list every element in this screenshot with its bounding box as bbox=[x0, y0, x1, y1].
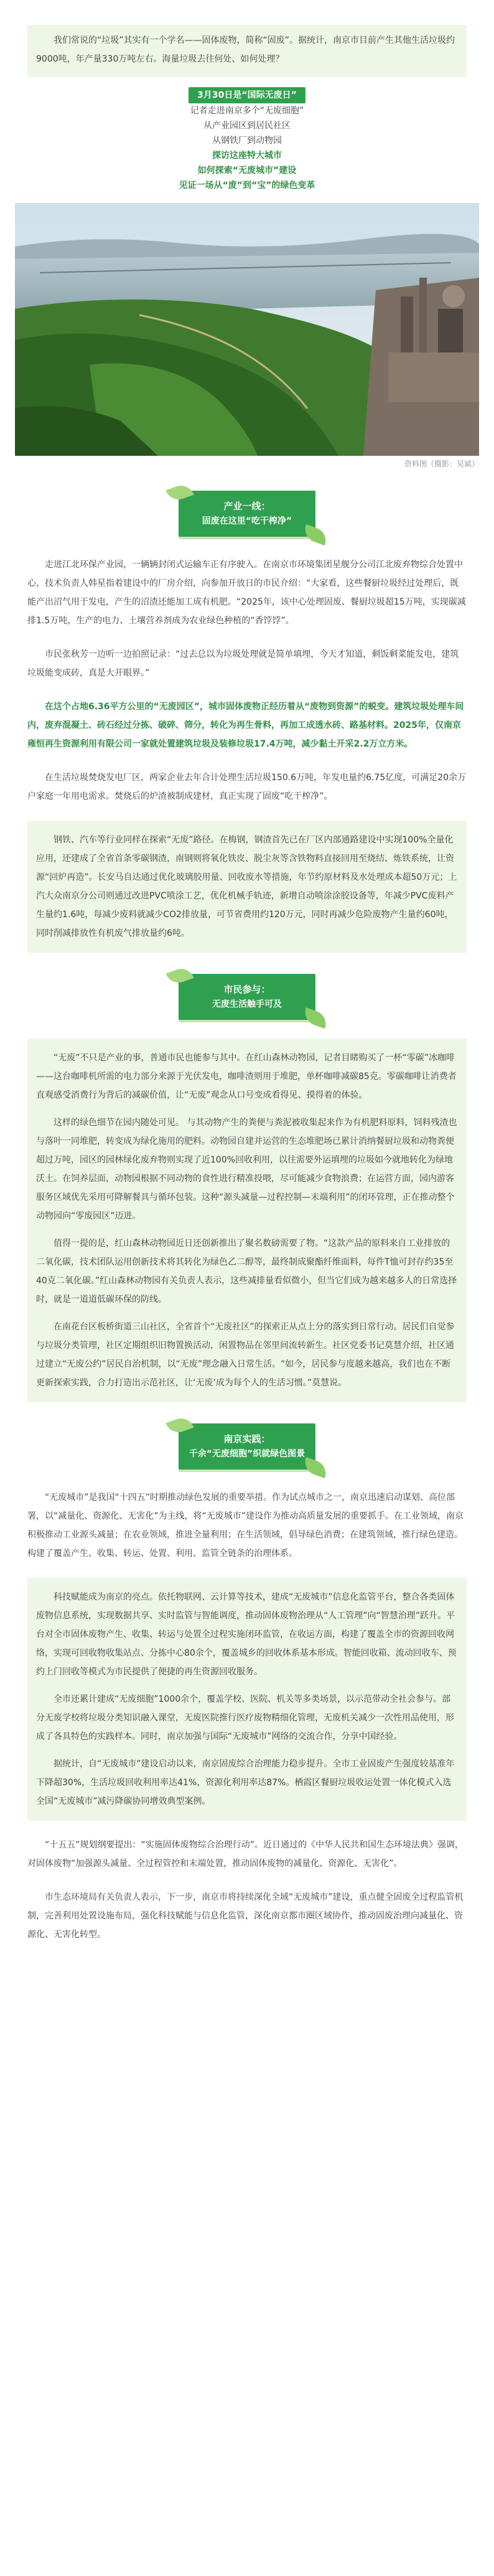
paragraph-highlight: 在这个占地6.36平方公里的“无废园区”，城市固体废物正经历着从“废物到资源”的蜕变。建筑垃圾处理车间内，废弃混凝土、砖石经过分拣、破碎、筛分，转化为再生骨料，再加工成透水砖、路基材料。2025年，仅南京雍恒再生资源利用有限公司一家就处置建筑垃圾及装修垃圾17.4万吨，减少黏土开采2.2万立方米。 bbox=[27, 702, 464, 749]
paragraph: “十五五”规划纲要提出：“实施固体废物综合治理行动”。近日通过的《中华人民共和国生态环境法典》强调，对固体废物“加强源头减量、全过程管控和末端处置，推动固体废物的减量化、资源化、无害化”。 bbox=[27, 1840, 464, 1869]
subtitle-line: 见证一场从“废”到“宝”的绿色变革 bbox=[179, 181, 315, 191]
paragraph: 值得一提的是，红山森林动物园近日还创新推出了聚名数磅需要了物。“这款产品的原料来自工业排放的二氧化碳，技术团队运用创新技术将其转化为绿色乙二醇等，最终制成聚酯纤维面料，每件T恤可封存约35至40克二氧化碳。”红山森林动物园有关负责人表示，这些减排量看似微小，但当它们成为越来越多人的日常选择时，就是一道道低碳环保的防线。 bbox=[36, 1238, 457, 1305]
section-title: 市民参与： bbox=[223, 984, 271, 995]
subtitle-line: 从钢铁厂到动物园 bbox=[212, 136, 282, 146]
date-badge: 3月30日是“国际无废日” bbox=[189, 87, 305, 103]
section-subtitle: 无废生活触手可及 bbox=[212, 999, 282, 1009]
industry-box bbox=[27, 821, 467, 953]
subtitle-line: 探访这座特大城市 bbox=[212, 151, 282, 161]
paragraph: 钢铁、汽车等行业同样在探索“无废”路径。在梅钢，钢渣首先已在厂区内部通路建设中实现100%全量化应用，还建成了全省首条零碳钢渣，南钢则将氧化铁皮、脱尘灰等含铁物料直接回用至烧结、炼铁系统，让资源“回炉再造”。长安马自达通过优化玻璃胶用量、回收废水等措施，年节约原材料及水处理成本超50万元；上汽大众南京分公司则通过改进PVC喷涂工艺，优化机械手轨迹，新增自动喷涂涂胶设备等，年减少PVC废料产生量约1.6吨，每减少废料就减少CO2排放量，可节省费用约120万元，同时再减少危险废物产生量约60吨，同时削减排放性有机废气排放量约6吨。 bbox=[36, 835, 457, 938]
section-subtitle: 固废在这里“吃干榨净” bbox=[202, 516, 292, 526]
paragraph: 全市还累计建成“无废细胞”1000余个，覆盖学校、医院、机关等多类场景，以示范带动全社会参与。部分无废学校将垃圾分类知识融入课堂，无废医院推行医疗废物精细化管理，无废机关减少一次性用品使用，形成了各具特色的实践样本。同时，南京加强与国际“无废城市”网络的交流合作，分享中国经验。 bbox=[36, 1694, 454, 1742]
intro-text: 我们常说的“垃圾”其实有一个学名——固体废物，简称“固废”。据统计，南京市目前产生其他生活垃圾约9000吨，年产量330万吨左右。海量垃圾去往何处、如何处理？ bbox=[36, 35, 455, 64]
paragraph: 在生活垃圾焚烧发电厂区，两家企业去年合计处理生活垃圾150.6万吨，年发电量约6.75亿度，可满足20余万户家庭一年用电需求。焚烧后的炉渣被制成建材，真正实现了固废“吃干榨净”。 bbox=[27, 773, 467, 801]
section-title: 南京实践： bbox=[223, 1433, 271, 1445]
paragraph: 在南花台区板桥街道三山社区，全省首个“无废社区”的探索正从点上分的落实到日常行动。居民们自觉参与垃圾分类管理，社区定期组织旧物置换活动，闲置物品在邻里间流转新生。社区党委书记莫慧介绍，社区通过建立“无废公约”居民自治机制，以“无废”理念融入日常生活。“如今，居民参与度越来越高，我们也在不断更新探索实践，合力打造出示范社区，让‘无废’成为每个人的生活习惯。”莫慧说。 bbox=[36, 1322, 455, 1388]
section-header-citizens bbox=[179, 974, 315, 1024]
paragraph: “无废”不只是产业的事，普通市民也能参与其中。在红山森林动物园，记者目睹购买了一杯“零碳”冰咖啡——这台咖啡机所需的电力部分来源于光伏发电，咖啡渣则用于堆肥，单杯咖啡减碳85克。零碳咖啡让消费者直观感受消费行为背后的减碳价值，让“无废”观念从口号变成看得见、摸得着的体验。 bbox=[36, 1053, 457, 1100]
section-header-box bbox=[179, 1423, 315, 1470]
section-header-box bbox=[179, 974, 315, 1020]
paragraph: 据统计，自“无废城市”建设启动以来，南京固废综合治理能力稳步提升。全市工业固废产生强度较基准年下降超30%，生活垃圾回收利用率达41%，资源化利用率达87%。栖霞区餐厨垃圾收运处置一体化模式入选全国“无废城市”减污降碳协同增效典型案例。 bbox=[36, 1759, 455, 1806]
paragraph: 市生态环境局有关负责人表示，下一步，南京市将持续深化全域“无废城市”建设，重点健全固废全过程监管机制，完善利用处置设施布局，强化科技赋能与信息化监管，深化南京都市圈区域协作，推动固废治理向减量化、资源化、无害化转型。 bbox=[27, 1892, 464, 1940]
intro-box bbox=[27, 25, 467, 77]
bottom-spacer bbox=[0, 1944, 494, 1981]
image-caption: 资料图（摄影：吴斌） bbox=[404, 460, 479, 468]
paragraph: 市民张秋芳一边听一边拍照记录：“过去总以为垃圾处理就是简单填埋，今天才知道，剩饭剩菜能发电，建筑垃圾能变成砖，真是大开眼界。” bbox=[27, 649, 459, 678]
section-subtitle: 千余“无废细胞”织就绿色图景 bbox=[189, 1449, 305, 1459]
paragraph: “无废城市”是我国“十四五”时期推动绿色发展的重要举措。作为试点城市之一，南京迅速启动谋划、高位部署，以“减量化、资源化、无害化”为主线，将“无废城市”建设作为推动高质量发展的重要抓手。在工业领域，南京积极推动工业源头减量；在农业领域，推进全量利用；在生活领域，倡导绿色消费；在建筑领域，推行绿色建造。构建了覆盖产生、收集、转运、处置、利用、监管全链条的治理体系。 bbox=[27, 1493, 464, 1559]
section-header-nanjing bbox=[179, 1423, 315, 1473]
subtitle-line: 记者走进南京多个“无废细胞” bbox=[190, 106, 304, 116]
section-title: 产业一线： bbox=[223, 501, 271, 512]
paragraph: 科技赋能成为南京的亮点。依托物联网、云计算等技术，建成“无废城市”信息化监管平台，整合各类固体废物信息系统，实现数据共享、实时监管与智能调度，推动固体废物治理从“人工管理”向“智慧治理”跃升。平台对全市固体废物产生、收集、转运与处置全过程实施闭环监管，在收运方面，构建了覆盖全市的资源回收网络，实现可回收物收集站点、分拣中心80余个，覆盖城乡的回收体系基本形成。智能回收箱、流动回收车、预约上门回收等模式为市民提供了便捷的再生资源回收服务。 bbox=[36, 1592, 457, 1677]
nanjing-box bbox=[27, 1578, 467, 1821]
subtitle-line: 从产业园区到居民社区 bbox=[203, 121, 291, 131]
hero-image bbox=[15, 203, 479, 456]
citizens-box bbox=[27, 1039, 467, 1402]
section-header-box bbox=[179, 491, 315, 537]
subtitle-line: 如何探索“无废城市”建设 bbox=[197, 166, 297, 176]
landscape-photo bbox=[15, 203, 479, 456]
subtitle-block bbox=[0, 87, 494, 193]
paragraph: 这样的绿色细节在园内随处可见。 与其动物产生的粪便与粪泥被收集起来作为有机肥料原料，饲料残渣也与落叶一同堆肥，转变成为绿化施用的肥料。动物园自建并运营的生态堆肥场已累计消纳餐厨垃圾和动物粪便超过万吨，园区的园林绿化废弃物则实现了近100%回收利用，以往需要外运填埋的垃圾如今就地转化为绿地沃土。在饲养层面，动物园根据不同动物的食性进行精准投喂，尽可能减少食物浪费；在运营方面，园内游客服务区域优先采用可降解餐具与循环包装。这种“源头减量—过程控制—末端利用”的闭环管理，正在推动整个动物园向“零废园区”迈进。 bbox=[36, 1118, 457, 1221]
paragraph: 走进江北环保产业园，一辆辆封闭式运输车正有序驶入。在南京市环境集团星舰分公司江北废弃物综合处置中心，技术负责人韩星指着建设中的厂房介绍，向参加开放日的市民介绍：“大家看，这些餐厨垃圾经过处理后，既能产出沼气用于发电，产生的沼渣还能加工成有机肥。“2025年，该中心处理固废、餐厨垃圾超15万吨，实现碳减排1.5万吨，生产的电力、土壤营养剂成为农业绿色种植的“香饽饽”。 bbox=[27, 560, 466, 626]
section-header-industry bbox=[179, 491, 315, 540]
